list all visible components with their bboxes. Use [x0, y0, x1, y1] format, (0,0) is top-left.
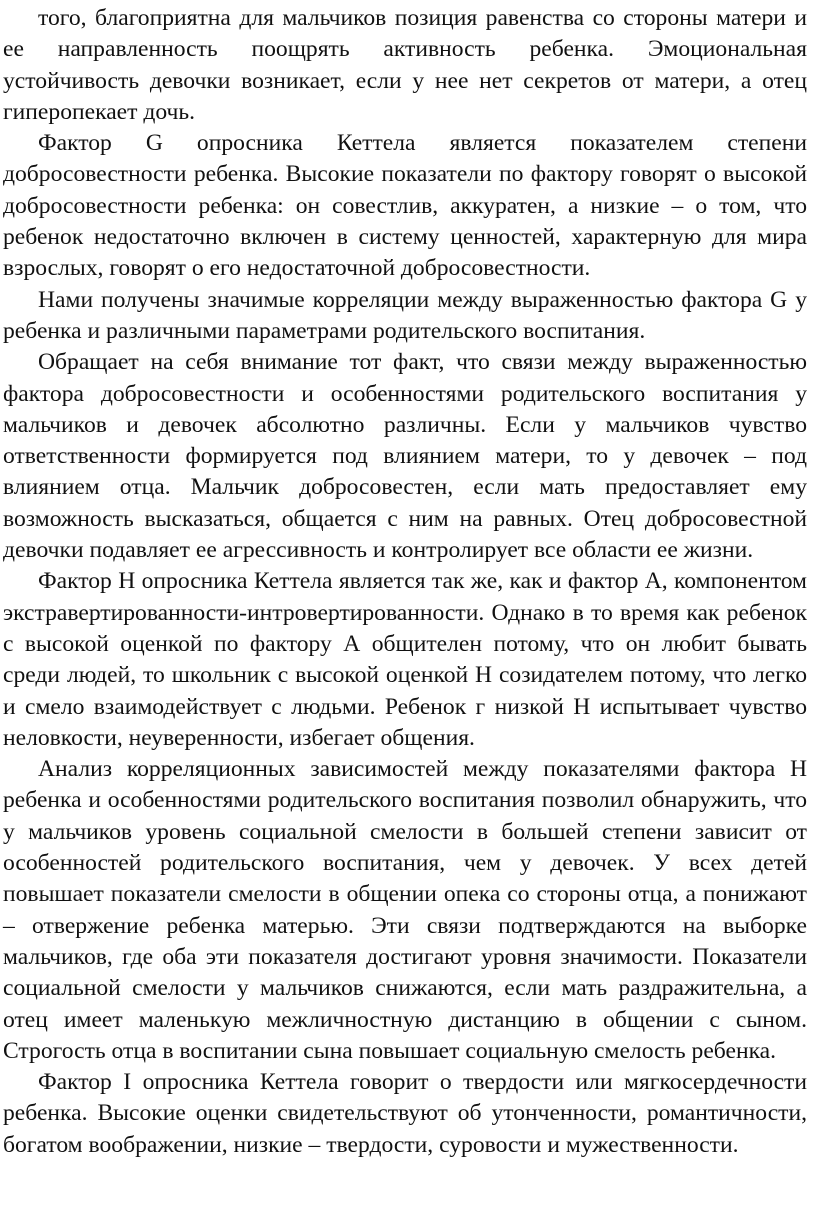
paragraph-factor-g: Фактор G опросника Кеттела является показателем степени добросовестности ребенка. Высокие показатели по фактору говорят о высокой добросовестности ребенка: он совестлив, аккуратен, а низкие – о том, что ребенок недостаточно включен в систему ценностей, характерную для мира взрослых, говорят о его недостаточной добросовестности.	[3, 130, 807, 282]
paragraph-factor-i: Фактор I опросника Кеттела говорит о твердости или мягкосердечности ребенка. Высокие оценки свидетельствуют об утонченности, романтичности, богатом воображении, низкие – твердости, суровости и мужественности.	[3, 1069, 807, 1158]
paragraph-factor-h: Фактор Н опросника Кеттела является так же, как и фактор А, компонентом экстравертированности-интровертированности. Однако в то время как ребенок с высокой оценкой по фактору А общителен потому, что он любит бывать среди людей, то школьник с высокой оценкой Н созидателем потому, что легко и смело взаимодействует с людьми. Ребенок г низкой Н испытывает чувство неловкости, неуверенности, избегает общения.	[3, 568, 807, 751]
paragraph-continuation: того, благоприятна для мальчиков позиция равенства со стороны матери и ее направленность поощрять активность ребенка. Эмоциональная устойчивость девочки возникает, если у нее нет секретов от матери, а отец гиперопекает дочь.	[3, 5, 807, 125]
paragraph-analysis-h: Анализ корреляционных зависимостей между показателями фактора Н ребенка и особенностями родительского воспитания позволил обнаружить, что у мальчиков уровень социальной смелости в большей степени зависит от особенностей родительского воспитания, чем у девочек. У всех детей повышает показатели смелости в общении опека со стороны отца, а понижают – отвержение ребенка матерью. Эти связи подтверждаются на выборке мальчиков, где оба эти показателя достигают уровня значимости. Показатели социальной смелости у мальчиков снижаются, если мать раздражительна, а отец имеет маленькую межличностную дистанцию в общении с сыном. Строгость отца в воспитании сына повышает социальную смелость ребенка.	[3, 756, 807, 1064]
paragraph-gender-differences: Обращает на себя внимание тот факт, что связи между выраженностью фактора добросовестности и особенностями родительского воспитания у мальчиков и девочек абсолютно различны. Если у мальчиков чувство ответственности формируется под влиянием матери, то у девочек – под влиянием отца. Мальчик добросовестен, если мать предоставляет ему возможность высказаться, общается с ним на равных. Отец добросовестной девочки подавляет ее агрессивность и контролирует все области ее жизни.	[3, 349, 807, 564]
paragraph-correlations-g: Нами получены значимые корреляции между выраженностью фактора G у ребенка и различными параметрами родительского воспитания.	[3, 286, 807, 344]
